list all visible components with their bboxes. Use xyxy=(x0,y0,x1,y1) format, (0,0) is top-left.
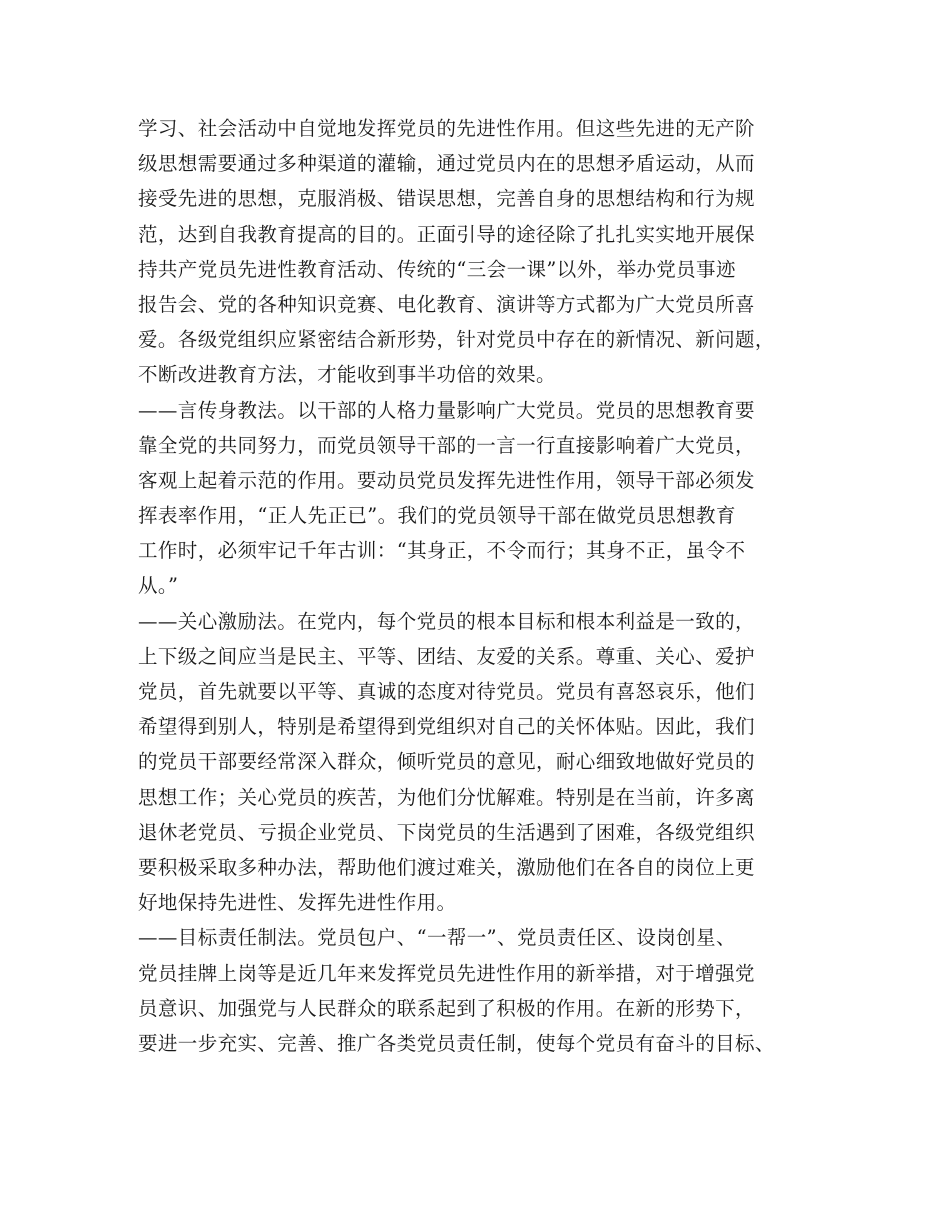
text-line: 学习、社会活动中自觉地发挥党员的先进性作用。但这些先进的无产阶 xyxy=(138,117,755,140)
text-line: 从。” xyxy=(138,574,179,598)
text-line: 党员挂牌上岗等是近几年来发挥党员先进性作用的新举措，对于增强党 xyxy=(138,961,755,985)
text-line: 持共产党员先进性教育活动、传统的“三会一课”以外，举办党员事迹 xyxy=(138,257,736,281)
text-line: 不断改进教育方法，才能收到事半功倍的效果。 xyxy=(138,363,556,387)
body-text xyxy=(138,111,838,1061)
text-line: ——言传身教法。以干部的人格力量影响广大党员。党员的思想教育要 xyxy=(138,398,755,422)
text-line: 挥表率作用，“正人先正已”。我们的党员领导干部在做党员思想教育 xyxy=(138,504,736,528)
text-line: 接受先进的思想，克服消极、错误思想，完善自身的思想结构和行为规 xyxy=(138,187,755,211)
text-line: 退休老党员、亏损企业党员、下岗党员的生活遇到了困难，各级党组织 xyxy=(138,820,755,844)
text-line: 的党员干部要经常深入群众，倾听党员的意见，耐心细致地做好党员的 xyxy=(138,750,755,774)
text-line: ——目标责任制法。党员包户、“一帮一”、党员责任区、设岗创星、 xyxy=(138,926,736,950)
text-line: 客观上起着示范的作用。要动员党员发挥先进性作用，领导干部必须发 xyxy=(138,468,755,492)
text-line: 上下级之间应当是民主、平等、团结、友爱的关系。尊重、关心、爱护 xyxy=(138,644,755,668)
text-line: 级思想需要通过多种渠道的灌输，通过党员内在的思想矛盾运动，从而 xyxy=(138,152,755,176)
text-line: 党员，首先就要以平等、真诚的态度对待党员。党员有喜怒哀乐，他们 xyxy=(138,680,755,703)
text-line: 范，达到自我教育提高的目的。正面引导的途径除了扎扎实实地开展保 xyxy=(138,222,755,246)
text-line: 思想工作；关心党员的疾苦，为他们分忧解难。特别是在当前，许多离 xyxy=(138,785,755,809)
text-line: ——关心激励法。在党内，每个党员的根本目标和根本利益是一致的， xyxy=(138,609,755,633)
text-line: 工作时，必须牢记千年古训：“其身正，不令而行；其身不正，虽令不 xyxy=(138,539,746,563)
text-line: 爱。各级党组织应紧密结合新形势，针对党员中存在的新情况、新问题， xyxy=(138,328,775,352)
text-line: 希望得到别人，特别是希望得到党组织对自己的关怀体贴。因此，我们 xyxy=(138,715,755,739)
text-line: 要进一步充实、完善、推广各类党员责任制，使每个党员有奋斗的目标、 xyxy=(138,1031,775,1055)
text-line: 报告会、党的各种知识竞赛、电化教育、演讲等方式都为广大党员所喜 xyxy=(138,292,755,316)
text-line: 要积极采取多种办法，帮助他们渡过难关，激励他们在各自的岗位上更 xyxy=(138,855,755,879)
text-line: 员意识、加强党与人民群众的联系起到了积极的作用。在新的形势下， xyxy=(138,996,755,1020)
text-line: 好地保持先进性、发挥先进性作用。 xyxy=(138,891,457,915)
text-line: 靠全党的共同努力，而党员领导干部的一言一行直接影响着广大党员， xyxy=(138,433,755,457)
